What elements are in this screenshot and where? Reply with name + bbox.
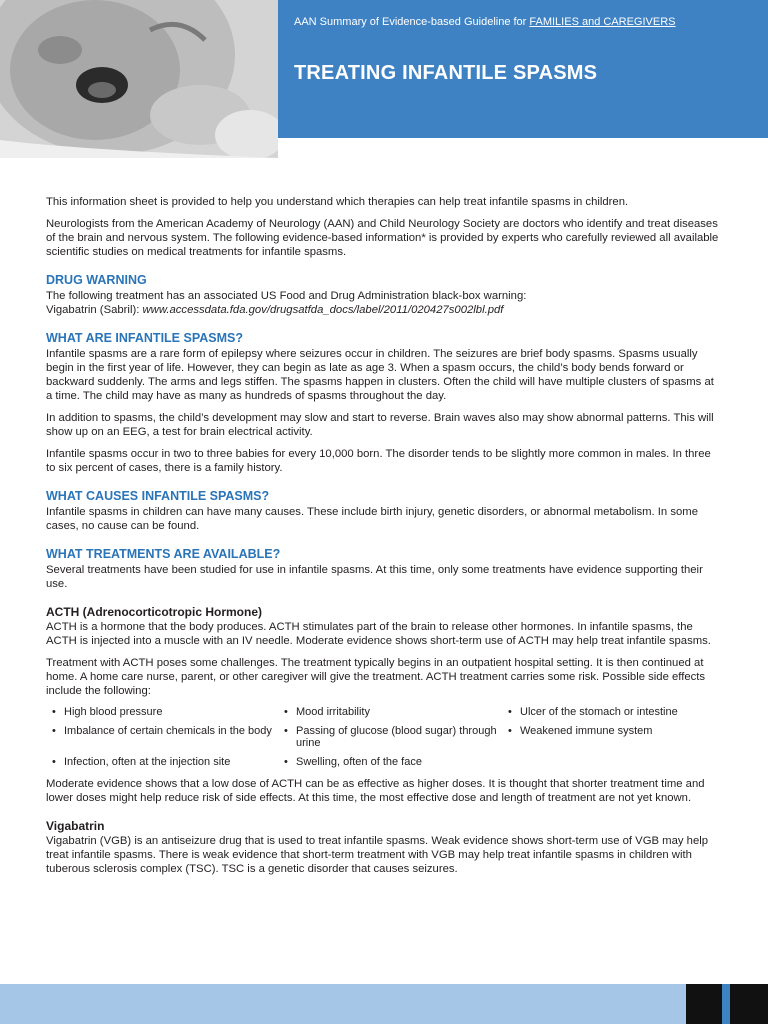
causes-heading: WHAT CAUSES INFANTILE SPASMS?	[46, 489, 270, 503]
side-effect-item: • Imbalance of certain chemicals in the body	[52, 725, 284, 750]
document-body	[46, 195, 722, 884]
drug-warning-heading: DRUG WARNING	[46, 273, 147, 287]
subtitle-audience: FAMILIES and CAREGIVERS	[529, 16, 676, 28]
side-effect-item: • Mood irritability	[284, 706, 508, 719]
side-effect-item: • Weakened immune system	[508, 725, 728, 750]
treatments-paragraph: Several treatments have been studied for use in infantile spasms. At this time, only some treatments have evidence supporting their use.	[46, 564, 703, 590]
intro-paragraph-1: This information sheet is provided to help you understand which therapies can help treat infantile spasms in children.	[46, 196, 629, 208]
side-effects-list	[52, 706, 722, 768]
drug-name: Vigabatrin (Sabril):	[46, 304, 143, 316]
footer-block-blue	[722, 984, 730, 1024]
crying-baby-photo	[0, 0, 278, 158]
drug-warning-line: The following treatment has an associated US Food and Drug Administration black-box warning:	[46, 290, 527, 302]
what-are-paragraph-3: Infantile spasms occur in two to three babies for every 10,000 born. The disorder tends to be slightly more common in males. In three to six percent of cases, there is a family history.	[46, 448, 711, 474]
vigabatrin-paragraph: Vigabatrin (VGB) is an antiseizure drug that is used to treat infantile spasms. Weak evidence shows short-term use of VGB may help treat infantile spasms. There is weak evidence that short-term treatment with VGB may help treat infantile spasms in children with tuberous sclerosis complex (TSC). TSC is a genetic disorder that causes seizures.	[46, 835, 709, 875]
side-effect-item: • Swelling, often of the face	[284, 756, 508, 769]
side-effect-item: • Passing of glucose (blood sugar) through urine	[284, 725, 508, 750]
acth-paragraph-3: Moderate evidence shows that a low dose of ACTH can be as effective as higher doses. It is thought that shorter treatment time and lower doses might help reduce risk of side effects. At this time, the most effective dose and length of treatment are not yet known.	[46, 778, 705, 804]
what-are-heading: WHAT ARE INFANTILE SPASMS?	[46, 331, 243, 345]
causes-paragraph: Infantile spasms in children can have many causes. These include birth injury, genetic disorders, or abnormal metabolism. In some cases, no cause can be found.	[46, 506, 698, 532]
acth-heading: ACTH (Adrenocorticotropic Hormone)	[46, 605, 262, 619]
side-effect-item: • High blood pressure	[52, 706, 284, 719]
subtitle-prefix: AAN Summary of Evidence-based Guideline for	[294, 16, 530, 28]
page-title: TREATING INFANTILE SPASMS	[294, 62, 598, 84]
side-effect-item: • Infection, often at the injection site	[52, 756, 284, 769]
footer-band	[0, 984, 768, 1024]
baby-illustration	[0, 0, 278, 158]
guideline-subtitle	[294, 16, 676, 28]
what-are-paragraph-2: In addition to spasms, the child’s development may slow and start to reverse. Brain waves also may show abnormal patterns. This will show up on an EEG, a test for brain electrical activity.	[46, 412, 714, 438]
vigabatrin-heading: Vigabatrin	[46, 819, 105, 833]
what-are-paragraph-1: Infantile spasms are a rare form of epilepsy where seizures occur in children. The seizures are brief body spasms. Spasms usually begin in the first year of life. However, they can begin as late as age 3. When a spasm occurs, the child’s body bends forward or backward suddenly. The arms and legs stiffen. The spasms happen in clusters. Often the child will have multiple clusters of spasms at a time. The child may have as many as hundreds of spasms throughout the day.	[46, 348, 714, 402]
acth-paragraph-1: ACTH is a hormone that the body produces. ACTH stimulates part of the brain to release other hormones. In infantile spasms, the ACTH is injected into a muscle with an IV needle. Moderate evidence shows short-term use of ACTH may help treat infantile spasms.	[46, 621, 711, 647]
intro-paragraph-2: Neurologists from the American Academy of Neurology (AAN) and Child Neurology Society are doctors who identify and treat diseases of the brain and nervous system. The following evidence-based information* is provided by experts who carefully reviewed all available scientific studies on medical treatments for infantile spasms.	[46, 218, 719, 258]
footer-block-black-right	[730, 984, 768, 1024]
header-banner	[278, 0, 768, 138]
drug-warning-text	[46, 289, 722, 317]
footer-block-black-left	[686, 984, 722, 1024]
fda-label-link[interactable]: www.accessdata.fda.gov/drugsatfda_docs/label/2011/020427s002lbl.pdf	[142, 304, 504, 316]
acth-paragraph-2: Treatment with ACTH poses some challenges. The treatment typically begins in an outpatient hospital setting. It is then continued at home. A home care nurse, parent, or other caregiver will give the treatment. ACTH treatment carries some risk. Possible side effects include the following:	[46, 657, 706, 697]
side-effect-item: • Ulcer of the stomach or intestine	[508, 706, 728, 719]
treatments-heading: WHAT TREATMENTS ARE AVAILABLE?	[46, 547, 281, 561]
